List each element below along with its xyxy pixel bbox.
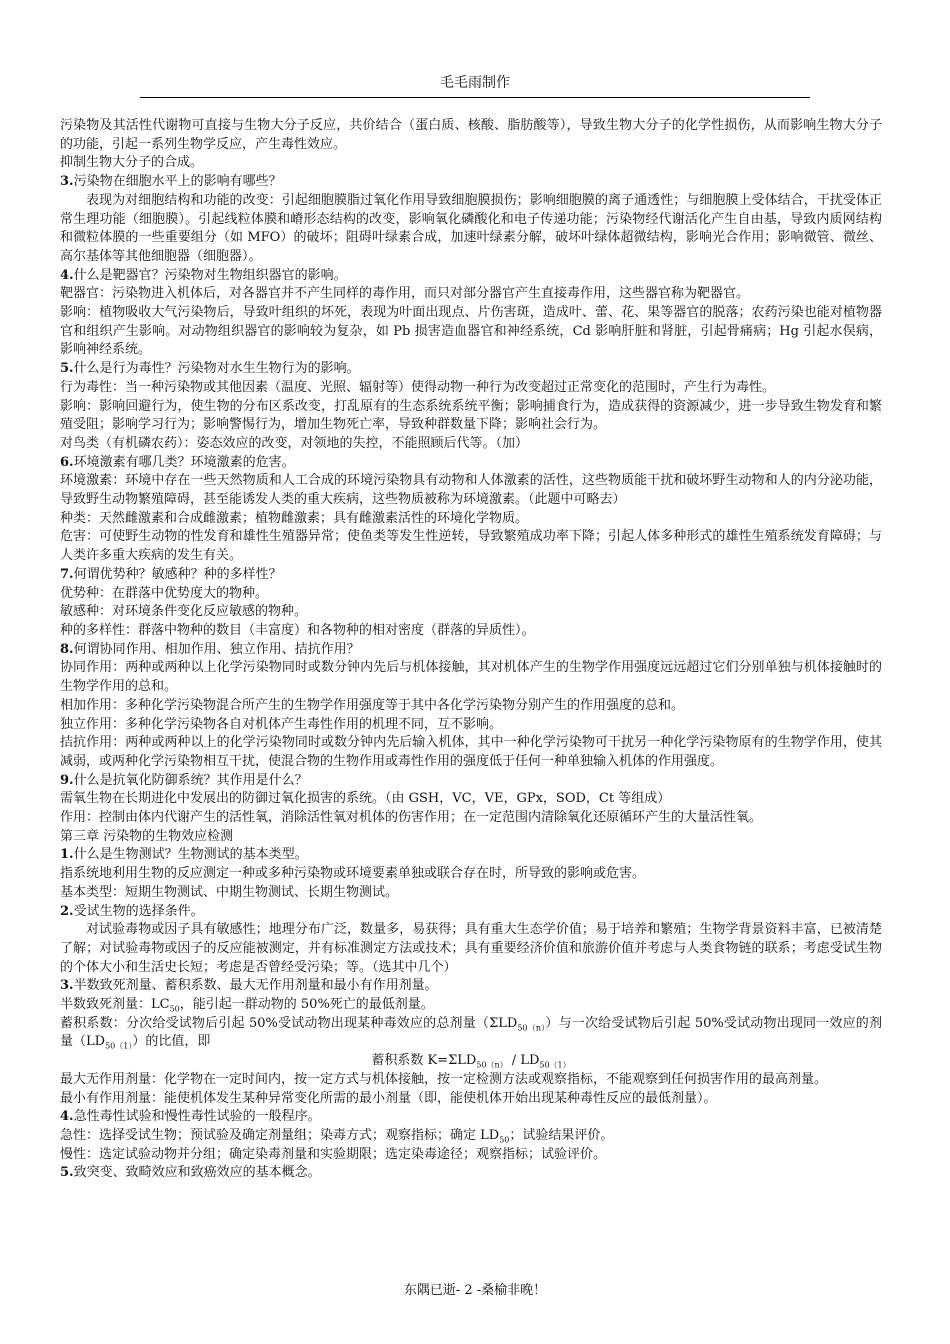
paragraph: 最小有作用剂量：能使机体发生某种异常变化所需的最小剂量（即，能使机体开始出现某种毒性反应的最低剂量）。 xyxy=(60,1090,717,1106)
paragraph: 协同作用：两种或两种以上化学污染物同时或数分钟内先后与机体接触，其对机体产生的生物学作用强度远远超过它们分别单独与机体接触时的生物学作用的总和。 xyxy=(60,660,882,695)
question-heading: 9.什么是抗氧化防御系统？其作用是什么？ xyxy=(60,772,308,788)
paragraph: 指系统地利用生物的反应测定一种或多种污染物或环境要素单独或联合存在时，所导致的影响或危害。 xyxy=(60,866,646,882)
paragraph: 污染物及其活性代谢物可直接与生物大分子反应，共价结合（蛋白质、核酸、脂肪酸等），导致生物大分子的化学性损伤，从而影响生物大分子的功能，引起一系列生物学反应，产生毒性效应。 xyxy=(60,118,882,152)
page-header xyxy=(140,72,810,98)
question-heading: 5.什么是行为毒性？污染物对水生生物行为的影响。 xyxy=(60,361,360,377)
question-heading: 8.何谓协同作用、相加作用、独立作用、拮抗作用？ xyxy=(60,641,360,657)
question-heading: 5.致突变、致畸效应和致癌效应的基本概念。 xyxy=(60,1165,321,1181)
paragraph: 基本类型：短期生物测试、中期生物测试、长期生物测试。 xyxy=(60,884,399,900)
paragraph: 环境激素：环境中存在一些天然物质和人工合成的环境污染物具有动物和人体激素的活性，这些物质能干扰和破坏野生动物和人的内分泌功能，导致野生动物繁殖障碍，甚至能诱发人类的重大疾病，这些物质被称为环境激素。（此题中可略去） xyxy=(60,473,882,508)
chapter-heading: 第三章 污染物的生物效应检测 xyxy=(60,828,234,844)
paragraph: 敏感种：对环境条件变化反应敏感的物种。 xyxy=(60,604,308,620)
paragraph: 蓄积系数：分次给受试物后引起 50%受试动物出现某种毒效应的总剂量$(\Sigma LD_{50(n)})$与一次给受试物后引起 50%受试动物出现同一效应的剂量$(LD_{50(1)})$的比值，即 xyxy=(60,1015,882,1052)
question-heading: 4.急性毒性试验和慢性毒性试验的一般程序。 xyxy=(60,1109,321,1125)
formula: 蓄积系数 $K=\Sigma LD_{50(n)} / LD_{50(1)}$ xyxy=(371,1053,571,1070)
paragraph: 优势种：在群落中优势度大的物种。 xyxy=(60,585,269,601)
paragraph: 行为毒性：当一种污染物或其他因素（温度、光照、辐射等）使得动物一种行为改变超过正常变化的范围时，产生行为毒性。 xyxy=(60,379,776,395)
paragraph: 最大无作用剂量：化学物在一定时间内，按一定方式与机体接触，按一定检测方法或观察指标，不能观察到任何损害作用的最高剂量。 xyxy=(60,1071,828,1087)
paragraph: 半数致死剂量：$LC_{50}$，能引起一群动物的 50%死亡的最低剂量。 xyxy=(60,997,434,1014)
document-body xyxy=(60,117,882,1183)
paragraph: 靶器官：污染物进入机体后，对各器官并不产生同样的毒作用，而只对部分器官产生直接毒作用，这些器官称为靶器官。 xyxy=(60,286,750,302)
paragraph: 表现为对细胞结构和功能的改变：引起细胞膜脂过氧化作用导致细胞膜损伤；影响细胞膜的离子通透性；与细胞膜上受体结合，干扰受体正常生理功能（细胞膜）。引起线粒体膜和嵴形态结构的改变，影响氧化磷酸化和电子传递功能；污染物经代谢活化产生自由基，导致内质网结构和微粒体膜的一些重要组分（如 MFO）的破坏；阻碍叶绿素合成，加速叶绿素分解，破坏叶绿体超微结构，影响光合作用；影响微管、微丝、高尔基体等其他细胞器（细胞器）。 xyxy=(60,192,882,264)
question-heading: 3.半数致死剂量、蓄积系数、最大无作用剂量和最小有作用剂量。 xyxy=(60,978,438,994)
paragraph: 慢性：选定试验动物并分组；确定染毒剂量和实验期限；选定染毒途径；观察指标；试验评价。 xyxy=(60,1146,607,1162)
paragraph: 急性：选择受试生物；预试验及确定剂量组；染毒方式；观察指标；确定 $LD_{50}$；试验结果评价。 xyxy=(60,1127,614,1145)
header-title: 毛毛雨制作 xyxy=(440,75,510,91)
paragraph: 种的多样性：群落中物种的数目（丰富度）和各物种的相对密度（群落的异质性）。 xyxy=(60,622,535,638)
paragraph: 对鸟类（有机磷农药）：姿态效应的改变，对领地的失控，不能照顾后代等。（加） xyxy=(60,435,529,451)
question-heading: 3.污染物在细胞水平上的影响有哪些？ xyxy=(60,174,282,190)
paragraph: 需氧生物在长期进化中发展出的防御过氧化损害的系统。（由 GSH，VC，VE，GPx，SOD，Ct 等组成） xyxy=(60,791,671,807)
paragraph: 影响：影响回避行为，使生物的分布区系改变，打乱原有的生态系统系统平衡；影响捕食行为，造成获得的资源减少，进一步导致生物发育和繁殖受阻；影响学习行为；影响警惕行为，增加生物死亡率，导致种群数量下降；影响社会行为。 xyxy=(60,398,882,433)
question-heading: 6.环境激素有哪几类？环境激素的危害。 xyxy=(60,454,295,470)
paragraph: 作用：控制由体内代谢产生的活性氧，消除活性氧对机体的伤害作用；在一定范围内清除氧化还原循环产生的大量活性氧。 xyxy=(60,810,763,826)
paragraph: 影响：植物吸收大气污染物后，导致叶组织的坏死，表现为叶面出现点、片伤害斑，造成叶、蕾、花、果等器官的脱落；农药污染也能对植物器官和组织产生影响。对动物组织器官的影响较为复杂，如 Pb 损害造血器官和神经系统，Cd 影响肝脏和肾脏，引起骨痛病；Hg 引起水俣病，影响神经系统。 xyxy=(60,305,882,358)
paragraph: 独立作用：多种化学污染物各自对机体产生毒性作用的机理不同，互不影响。 xyxy=(60,716,503,732)
paragraph: 抑制生物大分子的合成。 xyxy=(60,155,204,171)
paragraph: 相加作用：多种化学污染物混合所产生的生物学作用强度等于其中各化学污染物分别产生的作用强度的总和。 xyxy=(60,697,685,713)
question-heading: 7.何谓优势种？敏感种？种的多样性？ xyxy=(60,566,282,582)
paragraph: 种类：天然雌激素和合成雌激素；植物雌激素；具有雌激素活性的环境化学物质。 xyxy=(60,510,529,526)
paragraph: 拮抗作用：两种或两种以上的化学污染物同时或数分钟内先后输入机体，其中一种化学污染物可干扰另一种化学污染物原有的生物学作用，使其减弱，或两种化学污染物相互干扰，使混合物的生物作用或毒性作用的强度低于任何一种单独输入机体的作用强度。 xyxy=(60,735,882,769)
footer-text: 东隅已逝- 2 -桑榆非晚！ xyxy=(403,1283,547,1298)
question-heading: 1.什么是生物测试？生物测试的基本类型。 xyxy=(60,847,308,863)
paragraph: 危害：可使野生动物的性发育和雄性生殖器异常；使鱼类等发生性逆转，导致繁殖成功率下降；引起人体多种形式的雄性生殖系统发育障碍；与人类许多重大疾病的发生有关。 xyxy=(60,529,882,564)
question-heading: 2.受试生物的选择条件。 xyxy=(60,903,204,919)
page-footer xyxy=(0,1279,950,1298)
question-heading: 4.什么是靶器官？污染物对生物组织器官的影响。 xyxy=(60,267,347,283)
paragraph: 对试验毒物或因子具有敏感性；地理分布广泛，数量多，易获得；具有重大生态学价值；易于培养和繁殖；生物学背景资料丰富，已被清楚了解；对试验毒物或因子的反应能被测定，并有标准测定方法或技术；具有重要经济价值和旅游价值并考虑与人类食物链的联系；考虑受试生物的个体大小和生活史长短；考虑是否曾经受污染；等。（选其中几个） xyxy=(60,922,882,975)
